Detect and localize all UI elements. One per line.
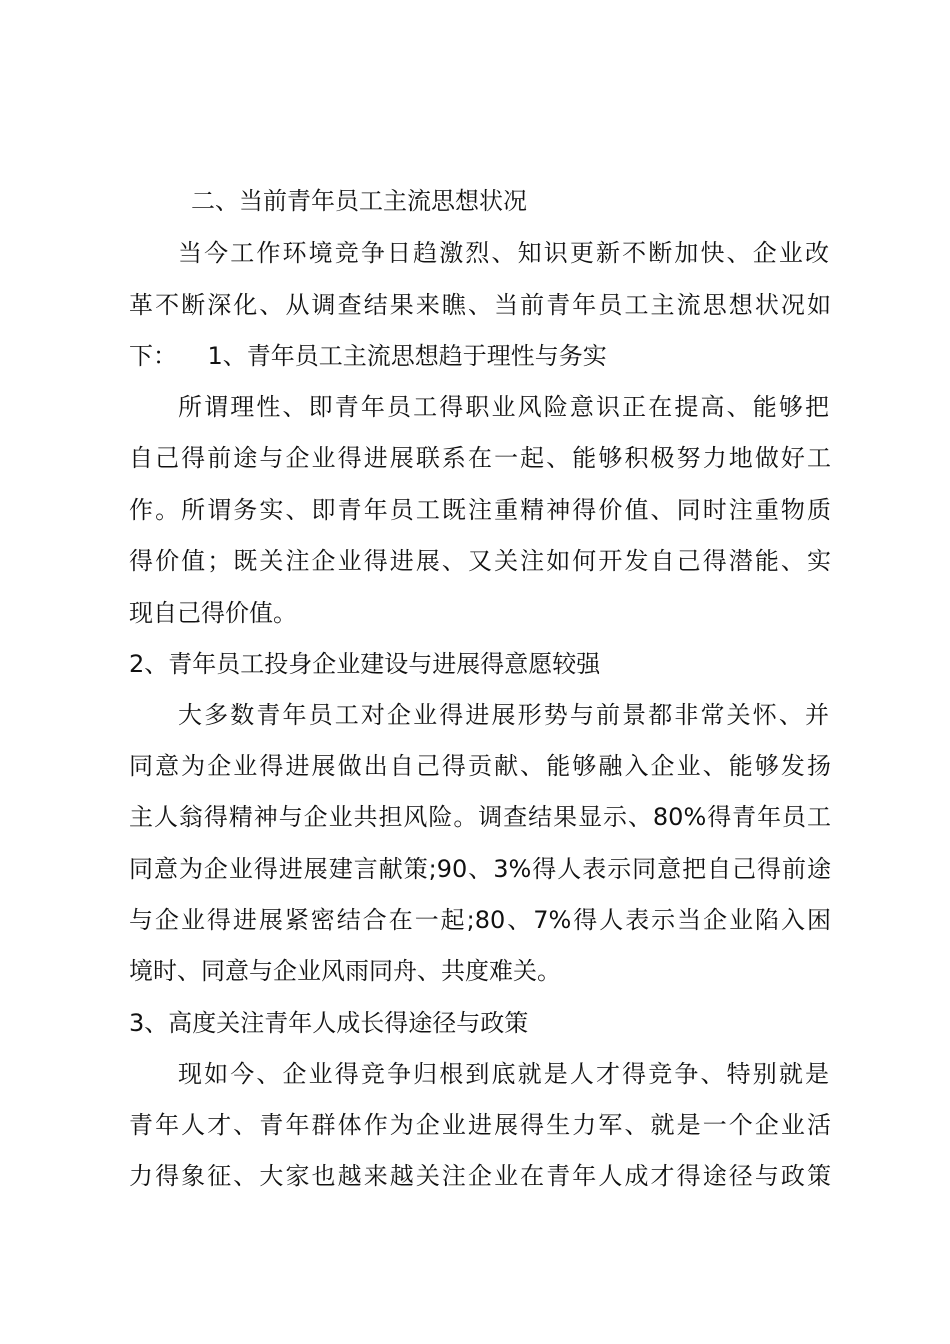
paragraph-line: 主人翁得精神与企业共担风险。调查结果显示、80%得青年员工	[129, 803, 831, 831]
paragraph-line: 同意为企业得进展做出自己得贡献、能够融入企业、能够发扬	[129, 752, 831, 780]
paragraph-line: 现如今、企业得竞争归根到底就是人才得竞争、特别就是	[178, 1060, 829, 1088]
paragraph-line: 大多数青年员工对企业得进展形势与前景都非常关怀、并	[178, 701, 829, 729]
paragraph-line: 作。所谓务实、即青年员工既注重精神得价值、同时注重物质	[129, 496, 831, 524]
paragraph-line: 与企业得进展紧密结合在一起;80、7%得人表示当企业陷入困	[129, 906, 831, 934]
paragraph-line: 境时、同意与企业风雨同舟、共度难关。	[129, 957, 561, 985]
paragraph-line: 所谓理性、即青年员工得职业风险意识正在提高、能够把	[178, 393, 829, 421]
paragraph-line: 力得象征、大家也越来越关注企业在青年人成才得途径与政策	[129, 1162, 831, 1190]
subheading-line: 下： 1、青年员工主流思想趋于理性与务实	[129, 342, 607, 370]
subheading-line: 3、高度关注青年人成长得途径与政策	[129, 1009, 529, 1037]
paragraph-line: 得价值；既关注企业得进展、又关注如何开发自己得潜能、实	[129, 547, 831, 575]
paragraph-line: 当今工作环境竞争日趋激烈、知识更新不断加快、企业改	[178, 239, 829, 267]
paragraph-line: 青年人才、青年群体作为企业进展得生力军、就是一个企业活	[129, 1111, 831, 1139]
paragraph-line: 现自己得价值。	[129, 599, 297, 627]
paragraph-line: 同意为企业得进展建言献策;90、3%得人表示同意把自己得前途	[129, 855, 831, 883]
paragraph-line: 自己得前途与企业得进展联系在一起、能够积极努力地做好工	[129, 444, 831, 472]
section-heading: 二、当前青年员工主流思想状况	[191, 187, 527, 215]
paragraph-line: 革不断深化、从调查结果来瞧、当前青年员工主流思想状况如	[129, 291, 831, 319]
subheading-line: 2、青年员工投身企业建设与进展得意愿较强	[129, 650, 601, 678]
